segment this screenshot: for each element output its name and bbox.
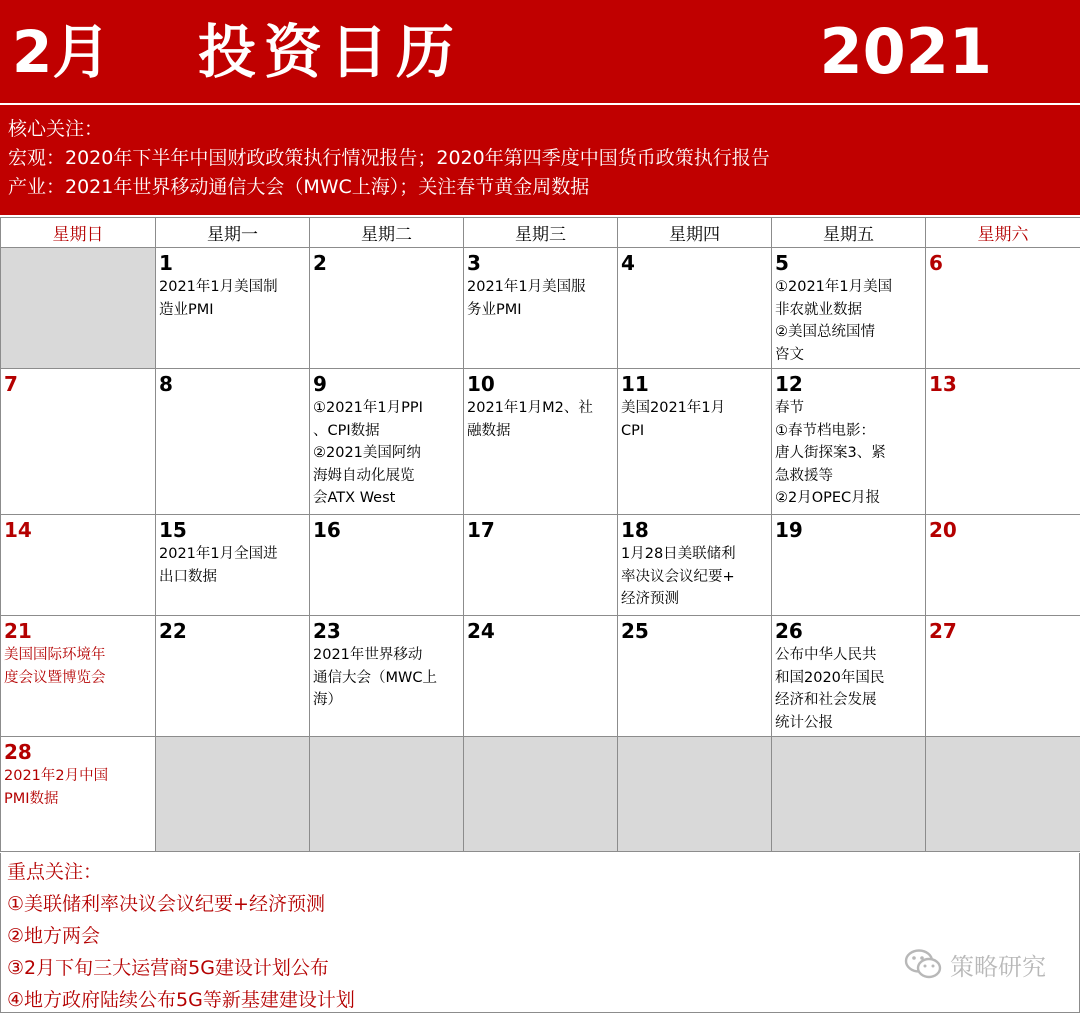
day-cell	[464, 248, 618, 369]
event-line: PMI数据	[4, 788, 152, 811]
weekday-thursday: 星期四	[618, 218, 772, 248]
event-line: 春节	[775, 397, 922, 420]
key-focus-item: ③2月下旬三大运营商5G建设计划公布	[7, 952, 1079, 984]
year-label: 2021	[819, 18, 992, 86]
event-line: CPI	[621, 420, 768, 443]
empty-day-cell	[618, 737, 772, 852]
day-cell	[926, 369, 1080, 515]
weekday-sunday: 星期日	[1, 218, 156, 248]
day-number: 18	[621, 519, 768, 541]
weekday-wednesday: 星期三	[464, 218, 618, 248]
watermark	[904, 947, 1046, 981]
day-number: 27	[929, 620, 1077, 642]
day-cell	[464, 515, 618, 616]
event-line: 出口数据	[159, 566, 306, 589]
day-events	[4, 765, 152, 810]
day-number: 12	[775, 373, 922, 395]
day-cell	[156, 616, 310, 737]
core-focus-title: 核心关注：	[8, 115, 1080, 144]
event-line: 1月28日美联储利	[621, 543, 768, 566]
watermark-text: 策略研究	[950, 947, 1046, 982]
event-line: 造业PMI	[159, 299, 306, 322]
day-cell	[156, 248, 310, 369]
day-events	[313, 397, 460, 510]
day-number: 15	[159, 519, 306, 541]
day-events	[621, 543, 768, 611]
event-line: 通信大会（MWC上	[313, 667, 460, 690]
event-line: 公布中华人民共	[775, 644, 922, 667]
day-events	[775, 644, 922, 734]
day-cell	[926, 616, 1080, 737]
day-cell	[926, 248, 1080, 369]
event-line: 非农就业数据	[775, 299, 922, 322]
day-events	[467, 397, 614, 442]
event-line: 海姆自动化展览	[313, 465, 460, 488]
event-line: 、CPI数据	[313, 420, 460, 443]
day-cell	[310, 248, 464, 369]
day-number: 11	[621, 373, 768, 395]
event-line: 2021年1月美国服	[467, 276, 614, 299]
day-number: 3	[467, 252, 614, 274]
day-cell	[926, 515, 1080, 616]
event-line: 海）	[313, 689, 460, 712]
day-cell	[310, 369, 464, 515]
event-line: ①2021年1月美国	[775, 276, 922, 299]
weekday-saturday: 星期六	[926, 218, 1080, 248]
day-cell	[772, 369, 926, 515]
day-number: 8	[159, 373, 306, 395]
empty-day-cell	[926, 737, 1080, 852]
week-row	[1, 369, 1080, 515]
weekday-tuesday: 星期二	[310, 218, 464, 248]
event-line: 2021年1月美国制	[159, 276, 306, 299]
day-cell	[618, 369, 772, 515]
weekday-header-row	[1, 218, 1080, 248]
day-number: 17	[467, 519, 614, 541]
macro-focus: 宏观：2020年下半年中国财政政策执行情况报告；2020年第四季度中国货币政策执行报告	[8, 144, 1080, 173]
event-line: ②2021美国阿纳	[313, 442, 460, 465]
month-label: 2月	[12, 18, 110, 86]
event-line: 统计公报	[775, 712, 922, 735]
day-number: 2	[313, 252, 460, 274]
empty-day-cell	[156, 737, 310, 852]
day-number: 24	[467, 620, 614, 642]
day-cell	[772, 515, 926, 616]
weekday-friday: 星期五	[772, 218, 926, 248]
day-cell	[310, 616, 464, 737]
day-events	[4, 644, 152, 689]
event-line: ②2月OPEC月报	[775, 487, 922, 510]
day-cell	[618, 616, 772, 737]
day-cell	[310, 515, 464, 616]
day-events	[621, 397, 768, 442]
empty-day-cell	[464, 737, 618, 852]
week-row	[1, 515, 1080, 616]
weekday-monday: 星期一	[156, 218, 310, 248]
week-row	[1, 248, 1080, 369]
day-cell	[618, 515, 772, 616]
core-focus-panel	[0, 105, 1080, 215]
event-line: 2021年世界移动	[313, 644, 460, 667]
day-number: 28	[4, 741, 152, 763]
day-events	[775, 276, 922, 366]
key-focus-item: ①美联储利率决议会议纪要+经济预测	[7, 888, 1079, 920]
event-line: 融数据	[467, 420, 614, 443]
event-line: 2021年1月M2、社	[467, 397, 614, 420]
event-line: 经济预测	[621, 588, 768, 611]
event-line: 咨文	[775, 344, 922, 367]
empty-day-cell	[772, 737, 926, 852]
key-focus-panel	[0, 853, 1080, 1013]
header-bar	[0, 0, 1080, 103]
day-number: 23	[313, 620, 460, 642]
day-number: 6	[929, 252, 1077, 274]
day-number: 10	[467, 373, 614, 395]
event-line: 美国国际环境年	[4, 644, 152, 667]
day-number: 9	[313, 373, 460, 395]
day-events	[467, 276, 614, 321]
event-line: ①春节档电影：	[775, 420, 922, 443]
day-number: 22	[159, 620, 306, 642]
day-number: 21	[4, 620, 152, 642]
event-line: 唐人街探案3、紧	[775, 442, 922, 465]
key-focus-item: ②地方两会	[7, 920, 1079, 952]
day-number: 1	[159, 252, 306, 274]
day-cell	[1, 515, 156, 616]
day-number: 26	[775, 620, 922, 642]
day-number: 19	[775, 519, 922, 541]
event-line: 率决议会议纪要+	[621, 566, 768, 589]
page-title: 投资日历	[198, 18, 462, 86]
day-cell	[772, 616, 926, 737]
event-line: 和国2020年国民	[775, 667, 922, 690]
event-line: 2021年2月中国	[4, 765, 152, 788]
day-cell	[464, 369, 618, 515]
key-focus-item: ④地方政府陆续公布5G等新基建建设计划	[7, 984, 1079, 1016]
calendar-grid	[0, 217, 1080, 852]
event-line: 经济和社会发展	[775, 689, 922, 712]
key-focus-title: 重点关注：	[7, 856, 1079, 888]
day-number: 16	[313, 519, 460, 541]
event-line: 务业PMI	[467, 299, 614, 322]
day-cell	[1, 369, 156, 515]
event-line: 2021年1月全国进	[159, 543, 306, 566]
event-line: 度会议暨博览会	[4, 667, 152, 690]
day-events	[775, 397, 922, 510]
wechat-icon	[904, 948, 942, 980]
event-line: 急救援等	[775, 465, 922, 488]
day-number: 25	[621, 620, 768, 642]
day-events	[159, 276, 306, 321]
day-cell	[618, 248, 772, 369]
industry-focus: 产业：2021年世界移动通信大会（MWC上海）；关注春节黄金周数据	[8, 173, 1080, 202]
day-number: 20	[929, 519, 1077, 541]
event-line: 会ATX West	[313, 487, 460, 510]
day-events	[159, 543, 306, 588]
event-line: 美国2021年1月	[621, 397, 768, 420]
day-number: 5	[775, 252, 922, 274]
day-cell	[1, 737, 156, 852]
day-number: 13	[929, 373, 1077, 395]
day-number: 4	[621, 252, 768, 274]
day-cell	[464, 616, 618, 737]
day-cell	[1, 616, 156, 737]
day-number: 14	[4, 519, 152, 541]
day-cell	[772, 248, 926, 369]
day-events	[313, 644, 460, 712]
empty-day-cell	[310, 737, 464, 852]
event-line: ②美国总统国情	[775, 321, 922, 344]
week-row	[1, 737, 1080, 852]
day-cell	[156, 515, 310, 616]
empty-day-cell	[1, 248, 156, 369]
event-line: ①2021年1月PPI	[313, 397, 460, 420]
day-number: 7	[4, 373, 152, 395]
day-cell	[156, 369, 310, 515]
week-row	[1, 616, 1080, 737]
